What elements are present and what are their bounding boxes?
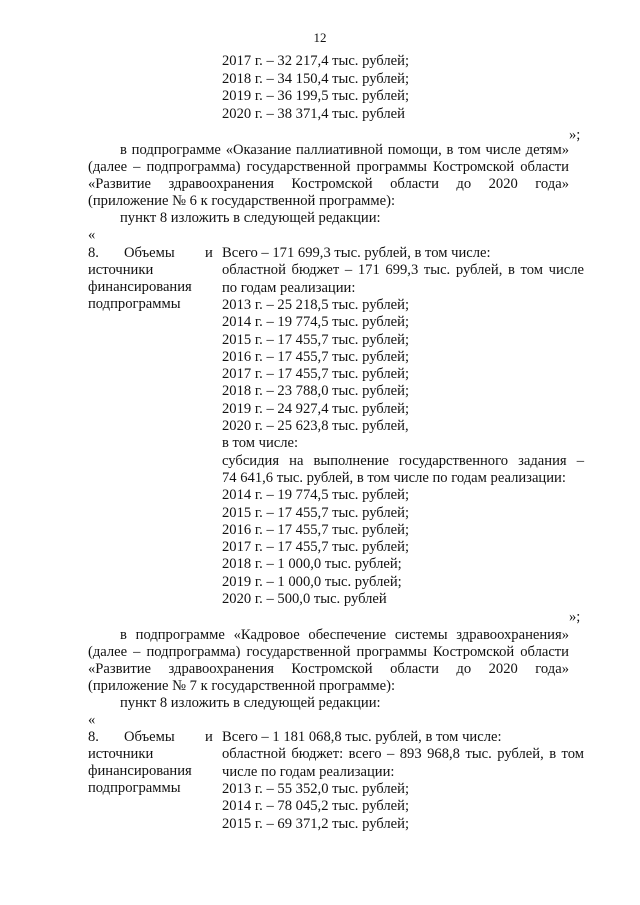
text-line: 2018 г. – 1 000,0 тыс. рублей;: [222, 556, 402, 573]
close-quote-2: »;: [569, 609, 581, 625]
text-line: (далее – подпрограмма) государственной программы Костромской области: [88, 159, 569, 175]
text-line: по годам реализации:: [222, 279, 356, 296]
text-line: 2018 г. – 23 788,0 тыс. рублей;: [222, 383, 409, 400]
block1-left-subprogram: подпрограммы: [88, 296, 181, 312]
text-line: 2013 г. – 55 352,0 тыс. рублей;: [222, 780, 409, 797]
block2-left-objem: Объемы: [124, 729, 175, 745]
text-line: 2016 г. – 17 455,7 тыс. рублей;: [222, 348, 409, 365]
text-line: «Развитие здравоохранения Костромской области до 2020 года»: [88, 176, 569, 192]
block2-left-sources: источники: [88, 746, 154, 762]
text-line: 2019 г. – 24 927,4 тыс. рублей;: [222, 400, 409, 417]
text-line: 2015 г. – 17 455,7 тыс. рублей;: [222, 331, 409, 348]
text-line: в подпрограмме «Оказание паллиативной помощи, в том числе детям»: [120, 142, 569, 158]
text-line: областной бюджет: всего – 893 968,8 тыс. рублей, в том: [222, 746, 584, 763]
text-line: субсидия на выполнение государственного задания –: [222, 452, 584, 469]
text-line: Всего – 171 699,3 тыс. рублей, в том числе:: [222, 245, 491, 261]
text-line: в том числе:: [222, 435, 299, 452]
text-line: 74 641,6 тыс. рублей, в том числе по годам реализации:: [222, 469, 566, 486]
text-line: (далее – подпрограмма) государственной программы Костромской области: [88, 644, 569, 660]
text-line: 2014 г. – 78 045,2 тыс. рублей;: [222, 798, 409, 815]
block2-item-number: 8.: [88, 729, 99, 745]
text-line: 2016 г. – 17 455,7 тыс. рублей;: [222, 521, 409, 538]
block1-left-sources: источники: [88, 262, 154, 278]
text-line: 2013 г. – 25 218,5 тыс. рублей;: [222, 296, 409, 313]
text-line: 2014 г. – 19 774,5 тыс. рублей;: [222, 487, 409, 504]
text-line: 2015 г. – 69 371,2 тыс. рублей;: [222, 815, 409, 832]
text-line: 2019 г. – 1 000,0 тыс. рублей;: [222, 573, 402, 590]
text-line: Всего – 1 181 068,8 тыс. рублей, в том числе:: [222, 729, 502, 745]
block2-left-i: и: [205, 729, 213, 745]
text-line: 2014 г. – 19 774,5 тыс. рублей;: [222, 314, 409, 331]
text-line: (приложение № 7 к государственной программе):: [88, 678, 396, 694]
block2-instruction: пункт 8 изложить в следующей редакции:: [120, 695, 381, 711]
block1-instruction: пункт 8 изложить в следующей редакции:: [120, 210, 381, 226]
block1-left-financing: финансирования: [88, 279, 192, 295]
text-line: (приложение № 6 к государственной программе):: [88, 193, 396, 209]
block2-left-subprogram: подпрограммы: [88, 780, 181, 796]
text-line: 2020 г. – 38 371,4 тыс. рублей: [222, 105, 405, 122]
page-number: 12: [313, 30, 327, 45]
text-line: 2020 г. – 500,0 тыс. рублей: [222, 591, 387, 607]
block1-left-objem: Объемы: [124, 245, 175, 261]
block1-item-number: 8.: [88, 245, 99, 261]
text-line: «Развитие здравоохранения Костромской области до 2020 года»: [88, 661, 569, 677]
block2-open-quote: «: [88, 712, 96, 728]
block2-left-financing: финансирования: [88, 763, 192, 779]
text-line: 2017 г. – 32 217,4 тыс. рублей;: [222, 53, 409, 69]
text-line: областной бюджет – 171 699,3 тыс. рублей, в том числе: [222, 262, 584, 279]
text-line: 2020 г. – 25 623,8 тыс. рублей,: [222, 418, 409, 434]
text-line: 2018 г. – 34 150,4 тыс. рублей;: [222, 70, 409, 87]
text-line: числе по годам реализации:: [222, 763, 395, 780]
block1-left-i: и: [205, 245, 213, 261]
text-line: в подпрограмме «Кадровое обеспечение системы здравоохранения»: [120, 627, 569, 643]
text-line: 2017 г. – 17 455,7 тыс. рублей;: [222, 366, 409, 383]
text-line: 2017 г. – 17 455,7 тыс. рублей;: [222, 539, 409, 556]
text-line: 2019 г. – 36 199,5 тыс. рублей;: [222, 88, 409, 104]
close-quote-1: »;: [569, 127, 581, 143]
text-line: 2015 г. – 17 455,7 тыс. рублей;: [222, 504, 409, 521]
block1-open-quote: «: [88, 227, 96, 243]
